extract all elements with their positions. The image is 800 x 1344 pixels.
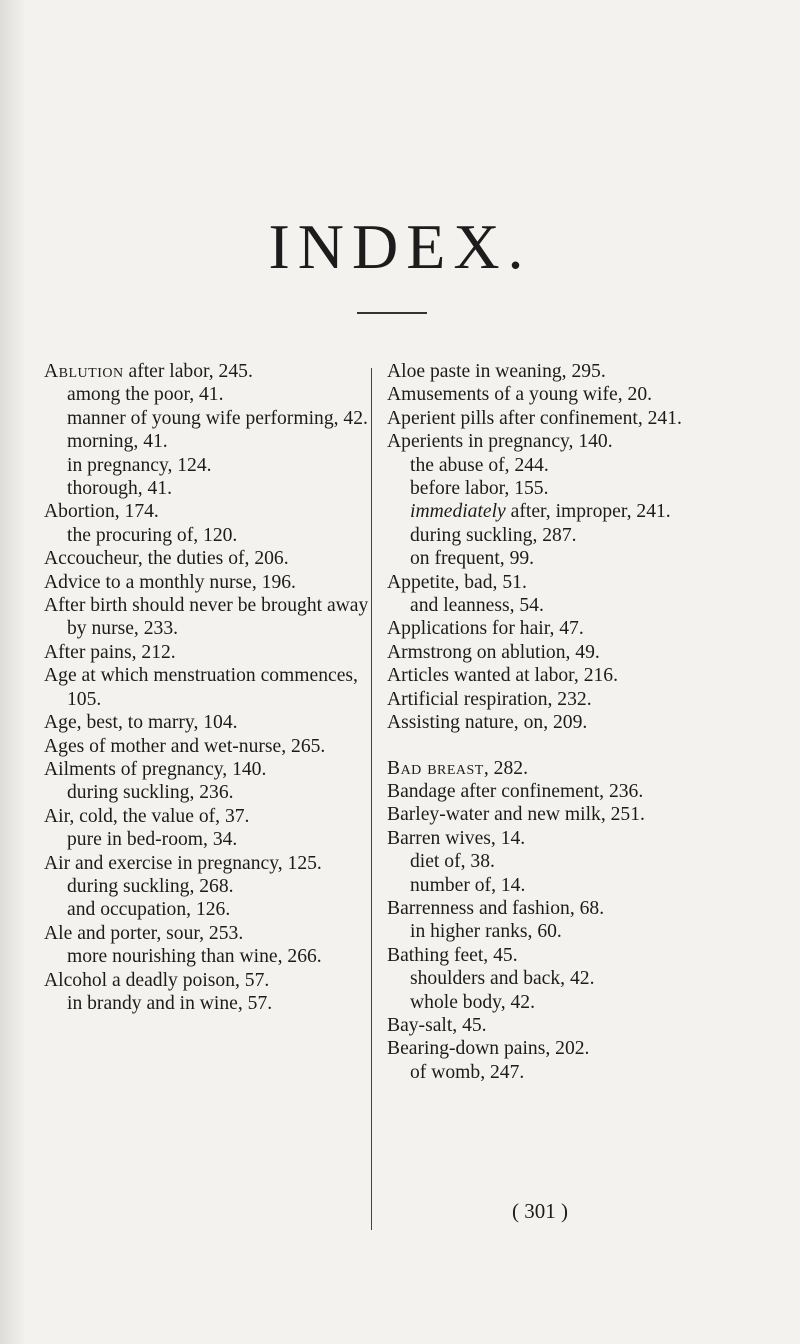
entry-text: After birth should never be brought away by nurse, 233. [44,595,369,640]
index-subentry [44,430,372,453]
entry-text: after labor, 245. [123,361,253,382]
index-subentry [44,828,372,851]
entry-text: during suckling, 268. [67,875,234,897]
entry-text: morning, 41. [67,431,168,453]
column-divider [371,368,372,1230]
entry-text: Age, best, to marry, 104. [44,712,238,734]
entry-text: on frequent, 99. [410,548,535,570]
index-entry [44,547,372,570]
entry-text: after, improper, 241. [505,501,671,523]
index-subentry [44,875,372,898]
entry-text: After pains, 212. [44,641,176,663]
entry-heading-word: Ablution [44,361,124,382]
entry-emphasis: immediately [410,501,506,523]
entry-text: in pregnancy, 124. [67,454,212,476]
index-entry [44,571,372,594]
index-column-right [387,360,715,1084]
entry-text: manner of young wife performing, 42. [67,407,368,429]
index-entry [387,1037,715,1060]
entry-text: shoulders and back, 42. [410,968,595,990]
entry-text: Aperient pills after confinement, 241. [387,407,682,429]
index-entry [44,641,372,664]
entry-text: during suckling, 287. [410,524,577,546]
index-entry [387,617,715,640]
index-entry [387,641,715,664]
entry-text: Ages of mother and wet-nurse, 265. [44,735,326,757]
index-entry [387,1014,715,1037]
index-entry [387,664,715,687]
entry-text: more nourishing than wine, 266. [67,946,322,968]
index-subentry [44,945,372,968]
index-entry [387,803,715,826]
entry-text: Bathing feet, 45. [387,944,518,966]
index-entry [387,407,715,430]
index-entry [44,805,372,828]
index-entry [387,360,715,383]
index-subentry [387,500,715,523]
entry-text: Alcohol a deadly poison, 57. [44,969,270,991]
index-entry [387,711,715,734]
entry-text: Articles wanted at labor, 216. [387,665,619,687]
index-entry [44,922,372,945]
index-subentry [387,967,715,990]
index-entry [387,688,715,711]
entry-text: and leanness, 54. [410,595,544,617]
entry-text: Air and exercise in pregnancy, 125. [44,852,322,874]
index-entry [387,430,715,453]
index-entry [387,757,715,780]
entry-text: whole body, 42. [410,991,535,1013]
index-subentry [387,547,715,570]
index-entry [44,664,372,711]
index-entry [387,827,715,850]
index-subentry [44,992,372,1015]
entry-text: Assisting nature, on, 209. [387,712,588,734]
index-subentry [387,874,715,897]
entry-text: Abortion, 174. [44,501,159,523]
entry-text: during suckling, 236. [67,782,234,804]
entry-text: thorough, 41. [67,478,173,500]
index-subentry [44,407,372,430]
index-subentry [44,383,372,406]
index-entry [387,897,715,920]
index-subentry [44,454,372,477]
index-entry [44,735,372,758]
index-subentry [387,454,715,477]
index-entry [387,944,715,967]
index-subentry [387,991,715,1014]
entry-text: Bandage after confinement, 236. [387,780,644,802]
entry-text: Bearing-down pains, 202. [387,1038,590,1060]
index-subentry [387,524,715,547]
index-entry [387,571,715,594]
entry-text: Aloe paste in weaning, 295. [387,361,606,382]
title-rule [357,312,427,314]
page-title: INDEX. [268,211,532,282]
entry-text: Ailments of pregnancy, 140. [44,758,267,780]
index-entry [44,711,372,734]
entry-text: Appetite, bad, 51. [387,571,527,593]
index-entry [44,500,372,523]
index-subentry [44,477,372,500]
entry-text: of womb, 247. [410,1061,525,1083]
entry-text: Artificial respiration, 232. [387,688,592,710]
index-subentry [387,1061,715,1084]
entry-text: the procuring of, 120. [67,524,238,546]
entry-text: before labor, 155. [410,478,549,500]
index-column-left [44,360,372,1015]
index-subentry [387,850,715,873]
entry-text: in higher ranks, 60. [410,921,562,943]
entry-text: in brandy and in wine, 57. [67,992,273,1014]
index-subentry [387,920,715,943]
entry-text: Barren wives, 14. [387,827,526,849]
entry-text: diet of, 38. [410,851,495,873]
index-entry [44,360,372,383]
entry-text: , 282. [483,757,528,779]
entry-text: Advice to a monthly nurse, 196. [44,571,296,593]
index-subentry [44,898,372,921]
entry-text: pure in bed-room, 34. [67,829,238,851]
entry-text: Ale and porter, sour, 253. [44,922,244,944]
index-entry [387,383,715,406]
entry-text: Applications for hair, 47. [387,618,584,640]
entry-text: Bay-salt, 45. [387,1014,487,1036]
entry-text: the abuse of, 244. [410,454,549,476]
entry-text: Barrenness and fashion, 68. [387,897,605,919]
entry-text: number of, 14. [410,874,526,896]
entry-text: Amusements of a young wife, 20. [387,384,653,406]
index-subentry [387,594,715,617]
entry-text: Barley-water and new milk, 251. [387,804,645,826]
entry-text: Accoucheur, the duties of, 206. [44,548,289,570]
entry-text: Armstrong on ablution, 49. [387,641,600,663]
index-entry [44,969,372,992]
index-subentry [44,781,372,804]
entry-text: Aperients in pregnancy, 140. [387,431,613,453]
index-subentry [44,524,372,547]
index-entry [44,758,372,781]
index-entry [387,780,715,803]
index-entry [44,594,372,641]
entry-text: Age at which menstruation commences, 105. [44,665,358,710]
page-edge-shadow [0,0,26,1344]
entry-text: among the poor, 41. [67,384,224,406]
entry-text: and occupation, 126. [67,899,231,921]
entry-heading-word: Bad breast [387,757,484,779]
page-number: ( 301 ) [512,1199,568,1223]
index-subentry [387,477,715,500]
index-entry [44,852,372,875]
entry-text: Air, cold, the value of, 37. [44,805,250,827]
